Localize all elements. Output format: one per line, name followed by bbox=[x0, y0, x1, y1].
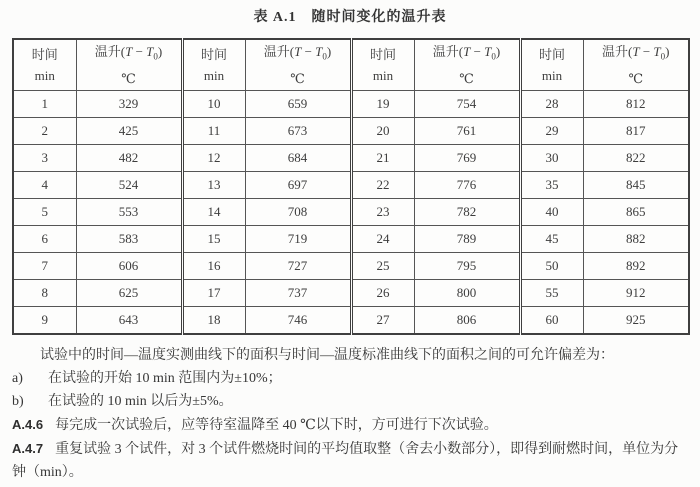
time-header-unit: min bbox=[203, 68, 225, 83]
time-cell: 13 bbox=[182, 172, 245, 199]
temp-close: ) bbox=[495, 44, 501, 60]
temp-sub-zero: 0 bbox=[322, 51, 327, 62]
temp-close: ) bbox=[665, 44, 670, 60]
temp-cell: 684 bbox=[245, 145, 351, 172]
temp-close: ) bbox=[326, 44, 332, 60]
time-header-label: 时间 bbox=[369, 47, 396, 62]
temp-var-t0: T bbox=[484, 44, 492, 60]
temp-sub-zero: 0 bbox=[153, 51, 158, 62]
temp-rise-header bbox=[76, 39, 182, 91]
time-cell: 8 bbox=[13, 280, 76, 307]
time-cell: 14 bbox=[182, 199, 245, 226]
temp-cell: 812 bbox=[583, 91, 689, 118]
temp-cell: 925 bbox=[583, 307, 689, 335]
time-cell: 21 bbox=[351, 145, 414, 172]
list-item-a bbox=[12, 367, 690, 390]
time-cell: 7 bbox=[13, 253, 76, 280]
temp-cell: 737 bbox=[245, 280, 351, 307]
item-b-label: b) bbox=[12, 394, 24, 409]
table-row bbox=[13, 118, 689, 145]
time-header-label: 时间 bbox=[31, 47, 58, 62]
temp-cell: 865 bbox=[583, 199, 689, 226]
temp-cell: 673 bbox=[245, 118, 351, 145]
temp-cell: 795 bbox=[414, 253, 520, 280]
time-cell: 35 bbox=[520, 172, 583, 199]
table-row bbox=[13, 307, 689, 335]
time-cell: 19 bbox=[351, 91, 414, 118]
item-a-label: a) bbox=[12, 371, 23, 386]
temp-cell: 782 bbox=[414, 199, 520, 226]
clause-a46 bbox=[12, 413, 690, 437]
time-cell: 45 bbox=[520, 226, 583, 253]
temp-rise-formula bbox=[415, 41, 519, 68]
time-cell: 27 bbox=[351, 307, 414, 335]
temp-cell: 912 bbox=[583, 280, 689, 307]
allowed-deviation-intro: 试验中的时间—温度实测曲线下的面积与时间—温度标准曲线下的面积之间的可允许偏差为： bbox=[40, 348, 614, 363]
time-cell: 6 bbox=[13, 226, 76, 253]
time-cell: 18 bbox=[182, 307, 245, 335]
temp-cell: 845 bbox=[583, 172, 689, 199]
temp-var-t: T bbox=[463, 44, 471, 60]
time-cell: 4 bbox=[13, 172, 76, 199]
list-item-b bbox=[12, 390, 690, 413]
time-header-label: 时间 bbox=[538, 47, 565, 62]
table-row bbox=[13, 253, 689, 280]
time-cell: 50 bbox=[520, 253, 583, 280]
time-cell: 12 bbox=[182, 145, 245, 172]
time-header-label: 时间 bbox=[200, 47, 227, 62]
time-cell: 11 bbox=[182, 118, 245, 145]
table-row bbox=[13, 91, 689, 118]
time-cell: 15 bbox=[182, 226, 245, 253]
time-cell: 40 bbox=[520, 199, 583, 226]
time-header-unit: min bbox=[372, 68, 394, 83]
temp-cell: 606 bbox=[76, 253, 182, 280]
temp-var-t: T bbox=[632, 44, 640, 60]
temp-rise-header bbox=[414, 39, 520, 91]
table-title: 表 A.1 随时间变化的温升表 bbox=[253, 10, 447, 25]
temp-cell: 754 bbox=[414, 91, 520, 118]
clause-a46-text: 每完成一次试验后，应等待室温降至 40 ℃以下时，方可进行下次试验。 bbox=[55, 418, 498, 433]
temp-cell: 817 bbox=[583, 118, 689, 145]
time-cell: 22 bbox=[351, 172, 414, 199]
temp-rise-formula bbox=[246, 41, 350, 68]
temp-cell: 789 bbox=[414, 226, 520, 253]
temp-rise-header bbox=[583, 39, 689, 91]
time-cell: 5 bbox=[13, 199, 76, 226]
time-cell: 55 bbox=[520, 280, 583, 307]
temp-cell: 761 bbox=[414, 118, 520, 145]
time-cell: 3 bbox=[13, 145, 76, 172]
time-cell: 2 bbox=[13, 118, 76, 145]
temp-cell: 746 bbox=[245, 307, 351, 335]
temp-prefix: 温升( bbox=[94, 44, 126, 60]
time-cell: 24 bbox=[351, 226, 414, 253]
temp-cell: 769 bbox=[414, 145, 520, 172]
temp-rise-formula bbox=[77, 41, 181, 68]
temp-cell: 553 bbox=[76, 199, 182, 226]
temp-cell: 329 bbox=[76, 91, 182, 118]
time-header bbox=[182, 39, 245, 91]
temp-var-t: T bbox=[294, 44, 302, 60]
temp-minus: − bbox=[639, 44, 654, 60]
temp-minus: − bbox=[301, 44, 316, 60]
time-cell: 17 bbox=[182, 280, 245, 307]
temp-var-t: T bbox=[125, 44, 133, 60]
time-header-unit: min bbox=[34, 68, 55, 83]
time-cell: 1 bbox=[13, 91, 76, 118]
time-header bbox=[351, 39, 414, 91]
temp-cell: 482 bbox=[76, 145, 182, 172]
time-cell: 25 bbox=[351, 253, 414, 280]
temperature-rise-table bbox=[12, 38, 690, 335]
temp-cell: 892 bbox=[583, 253, 689, 280]
time-cell: 30 bbox=[520, 145, 583, 172]
table-row bbox=[13, 280, 689, 307]
temp-var-t0: T bbox=[315, 44, 323, 60]
table-row bbox=[13, 199, 689, 226]
time-cell: 20 bbox=[351, 118, 414, 145]
temp-close: ) bbox=[157, 44, 163, 60]
table-row bbox=[13, 172, 689, 199]
clause-a46-label: A.4.6 bbox=[12, 417, 44, 432]
item-b-text: 在试验的 10 min 以后为±5%。 bbox=[48, 394, 233, 409]
temp-cell: 524 bbox=[76, 172, 182, 199]
temp-cell: 708 bbox=[245, 199, 351, 226]
table-row bbox=[13, 145, 689, 172]
time-cell: 16 bbox=[182, 253, 245, 280]
clause-a47 bbox=[12, 437, 690, 484]
temp-cell: 822 bbox=[583, 145, 689, 172]
clause-a47-text: 重复试验 3 个试件，对 3 个试件燃烧时间的平均值取整（舍去小数部分），即得到耐燃时间，单位为分钟（min）。 bbox=[12, 442, 679, 480]
temp-minus: − bbox=[132, 44, 147, 60]
temp-cell: 727 bbox=[245, 253, 351, 280]
temp-sub-zero: 0 bbox=[491, 51, 496, 62]
time-header bbox=[520, 39, 583, 91]
time-cell: 60 bbox=[520, 307, 583, 335]
temp-prefix: 温升( bbox=[432, 44, 464, 60]
temp-unit: ℃ bbox=[121, 70, 136, 86]
temp-cell: 643 bbox=[76, 307, 182, 335]
temp-cell: 719 bbox=[245, 226, 351, 253]
temp-sub-zero: 0 bbox=[660, 51, 666, 62]
time-header-unit: min bbox=[541, 68, 563, 83]
notes-section bbox=[12, 344, 690, 484]
item-a-text: 在试验的开始 10 min 范围内为±10%； bbox=[48, 371, 282, 386]
temp-cell: 697 bbox=[245, 172, 351, 199]
time-cell: 9 bbox=[13, 307, 76, 335]
temp-unit: ℃ bbox=[459, 70, 474, 86]
time-cell: 28 bbox=[520, 91, 583, 118]
temp-rise-header bbox=[245, 39, 351, 91]
temp-cell: 776 bbox=[414, 172, 520, 199]
temp-var-t0: T bbox=[653, 44, 661, 60]
temp-cell: 583 bbox=[76, 226, 182, 253]
temp-cell: 625 bbox=[76, 280, 182, 307]
time-cell: 10 bbox=[182, 91, 245, 118]
temp-cell: 659 bbox=[245, 91, 351, 118]
temp-minus: − bbox=[470, 44, 485, 60]
table-row bbox=[13, 226, 689, 253]
time-cell: 26 bbox=[351, 280, 414, 307]
time-cell: 29 bbox=[520, 118, 583, 145]
temp-cell: 882 bbox=[583, 226, 689, 253]
temp-unit: ℃ bbox=[290, 70, 305, 86]
time-cell: 23 bbox=[351, 199, 414, 226]
temp-prefix: 温升( bbox=[602, 44, 633, 60]
temp-prefix: 温升( bbox=[263, 44, 295, 60]
temp-unit: ℃ bbox=[628, 70, 644, 86]
temp-var-t0: T bbox=[146, 44, 154, 60]
time-header bbox=[13, 39, 76, 91]
temp-rise-formula bbox=[584, 41, 689, 68]
temp-cell: 425 bbox=[76, 118, 182, 145]
temp-cell: 806 bbox=[414, 307, 520, 335]
clause-a47-label: A.4.7 bbox=[12, 441, 44, 456]
temp-cell: 800 bbox=[414, 280, 520, 307]
